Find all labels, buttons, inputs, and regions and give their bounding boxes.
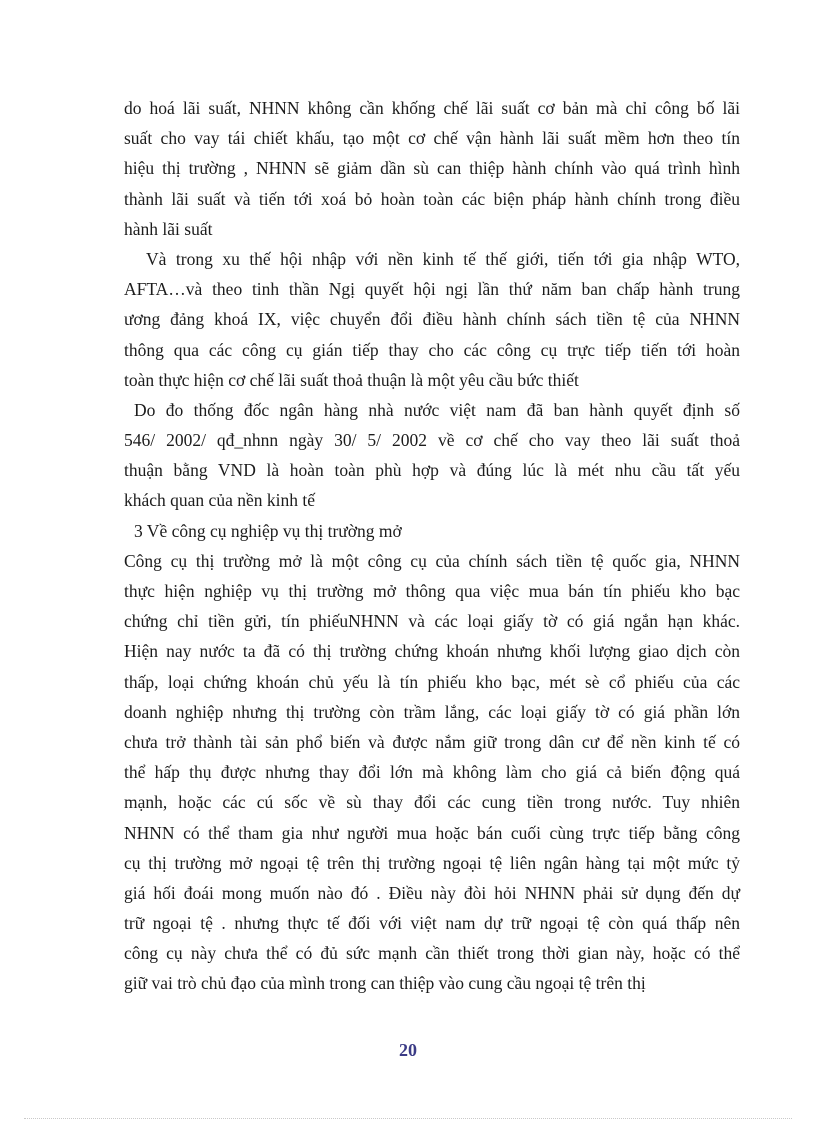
text-line: thể hấp thụ được nhưng thay đổi lớn mà không làm cho giá cả biến động quá bbox=[124, 762, 740, 783]
section-heading bbox=[124, 516, 740, 546]
text-line: thấp, loại chứng khoán chủ yếu là tín phiếu kho bạc, mét sè cổ phiếu của các bbox=[124, 671, 740, 692]
text-line: thành lãi suất và tiến tới xoá bỏ hoàn toàn các biện pháp hành chính trong điều bbox=[124, 188, 740, 209]
text-line: AFTA…và theo tinh thần Ngị quyết hội ngị lần thứ năm ban chấp hành trung bbox=[124, 279, 740, 300]
text-line: Hiện nay nước ta đã có thị trường chứng khoán nhưng khối lượng giao dịch còn bbox=[124, 641, 740, 662]
text-line: doanh nghiệp nhưng thị trường còn trầm lắng, các loại giấy tờ có giá phần lớn bbox=[124, 701, 740, 722]
text-line: công cụ này chưa thể có đủ sức mạnh cần thiết trong thời gian này, hoặc có thể bbox=[124, 943, 740, 964]
paragraph bbox=[124, 244, 740, 395]
text-line: thuận bằng VND là hoàn toàn phù hợp và đúng lúc là mét nhu cầu tất yếu bbox=[124, 460, 740, 481]
footer-divider bbox=[24, 1118, 792, 1119]
text-line: giá hối đoái mong muốn nào đó . Điều này đòi hỏi NHNN phải sử dụng đến dự bbox=[124, 882, 740, 903]
text-line: Do đo thống đốc ngân hàng nhà nước việt nam đã ban hành quyết định số bbox=[134, 399, 740, 420]
text-line: Và trong xu thế hội nhập với nền kinh tế thế giới, tiến tới gia nhập WTO, bbox=[146, 248, 740, 269]
text-line: hành lãi suất bbox=[124, 218, 213, 239]
paragraph bbox=[124, 546, 740, 999]
text-line: toàn thực hiện cơ chế lãi suất thoả thuận là một yêu cầu bức thiết bbox=[124, 369, 579, 390]
document-body bbox=[124, 93, 740, 999]
text-line: mạnh, hoặc các cú sốc về sù thay đổi các cung tiền trong nước. Tuy nhiên bbox=[124, 792, 740, 813]
text-line: thông qua các công cụ gián tiếp thay cho các công cụ trực tiếp tiến tới hoàn bbox=[124, 339, 740, 360]
text-line: do hoá lãi suất, NHNN không cần khống chế lãi suất cơ bản mà chỉ công bố lãi bbox=[124, 98, 740, 118]
text-line: khách quan của nền kinh tế bbox=[124, 490, 315, 511]
paragraph bbox=[124, 395, 740, 516]
text-line: chưa trở thành tài sản phổ biến và được nắm giữ trong dân cư để nền kinh tế có bbox=[124, 731, 740, 752]
paragraph bbox=[124, 93, 740, 244]
text-line: ương đảng khoá IX, việc chuyển đổi điều hành chính sách tiền tệ của NHNN bbox=[124, 309, 740, 330]
text-line: trữ ngoại tệ . nhưng thực tế đối với việt nam dự trữ ngoại tệ còn quá thấp nên bbox=[124, 913, 740, 934]
text-line: hiệu thị trường , NHNN sẽ giảm dần sù can thiệp hành chính vào quá trình hình bbox=[124, 158, 740, 179]
text-line: suất cho vay tái chiết khấu, tạo một cơ chế vận hành lãi suất mềm hơn theo tín bbox=[124, 128, 740, 149]
text-line: thực hiện nghiệp vụ thị trường mở thông qua việc mua bán tín phiếu kho bạc bbox=[124, 581, 740, 601]
page-number: 20 bbox=[399, 1040, 417, 1060]
text-line: Công cụ thị trường mở là một công cụ của chính sách tiền tệ quốc gia, NHNN bbox=[124, 550, 740, 571]
text-line: cụ thị trường mở ngoại tệ trên thị trường ngoại tệ liên ngân hàng tại một mức tỷ bbox=[124, 852, 740, 873]
text-line: chứng chỉ tiền gửi, tín phiếuNHNN và các loại giấy tờ có giá ngắn hạn khác. bbox=[124, 611, 740, 632]
text-line: 3 Về công cụ nghiệp vụ thị trường mở bbox=[134, 520, 402, 541]
text-line: giữ vai trò chủ đạo của mình trong can thiệp vào cung cầu ngoại tệ trên thị bbox=[124, 973, 646, 994]
text-line: 546/ 2002/ qđ_nhnn ngày 30/ 5/ 2002 về cơ chế cho vay theo lãi suất thoả bbox=[124, 430, 740, 451]
text-line: NHNN có thể tham gia như người mua hoặc bán cuối cùng trực tiếp bằng công bbox=[124, 822, 740, 843]
